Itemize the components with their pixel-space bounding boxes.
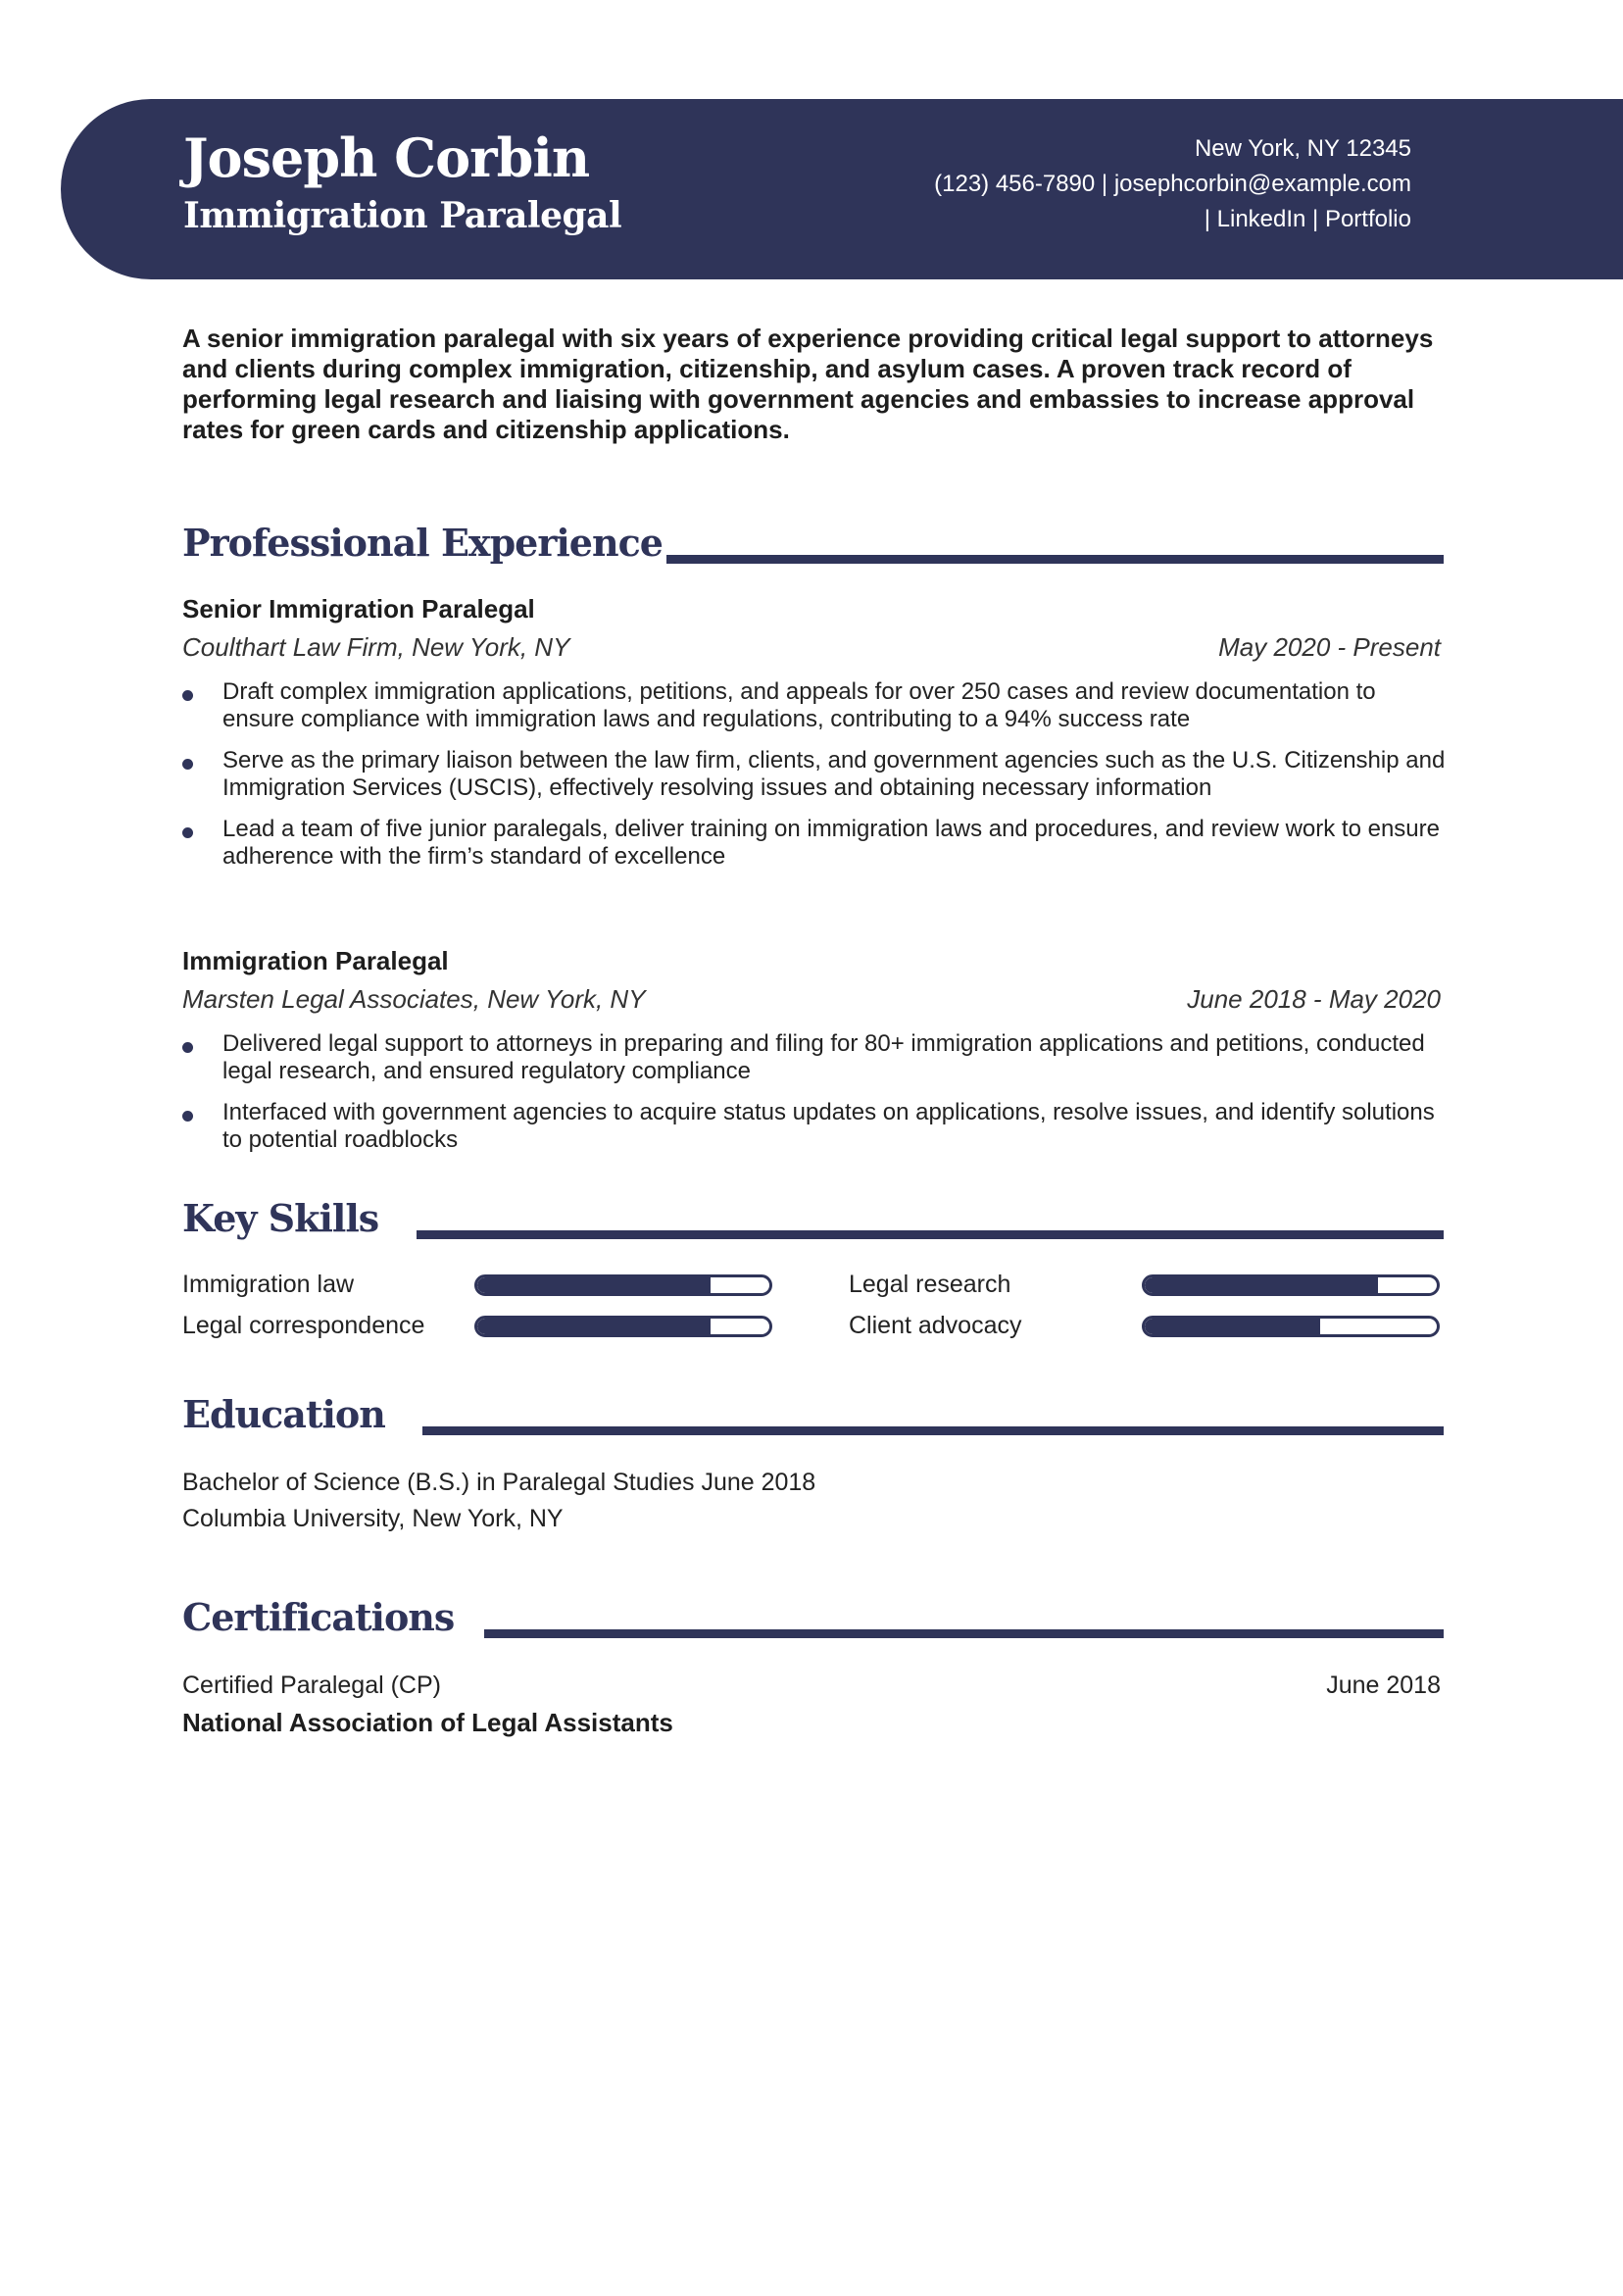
- candidate-name: Joseph Corbin: [183, 126, 590, 189]
- skill-meter-fill: [1145, 1319, 1320, 1334]
- skill-meter-fill: [477, 1319, 711, 1334]
- professional-summary: A senior immigration paralegal with six years of experience providing critical legal support to attorneys and clients during complex immigration, citizenship, and asylum cases. A proven track record of performing legal research and liaising with government agencies and embassies to increase approval rates for green cards and citizenship applications.: [182, 324, 1434, 444]
- skill-meter-fill: [477, 1277, 711, 1293]
- skill-meter: [1142, 1274, 1440, 1296]
- job-bullets: [182, 678, 1447, 884]
- certification-date: June 2018: [1326, 1672, 1441, 1699]
- header-banner: [61, 99, 1623, 279]
- skill-label: Immigration law: [182, 1271, 355, 1298]
- list-item: Lead a team of five junior paralegals, deliver training on immigration laws and procedures, and review work to ensure adherence with the firm’s standard of excellence: [182, 816, 1447, 871]
- skill-label: Legal research: [849, 1271, 1011, 1298]
- candidate-title: Immigration Paralegal: [183, 195, 622, 236]
- skills-heading: Key Skills: [182, 1196, 379, 1240]
- location: New York, NY 12345: [1194, 135, 1411, 162]
- certification-name: Certified Paralegal (CP): [182, 1672, 441, 1699]
- education-divider: [422, 1426, 1444, 1435]
- list-item: Draft complex immigration applications, petitions, and appeals for over 250 cases and review documentation to ensure compliance with immigration laws and regulations, contributing to a 94% success rate: [182, 678, 1447, 733]
- profile-links[interactable]: | LinkedIn | Portfolio: [1204, 206, 1411, 232]
- certification-issuer: National Association of Legal Assistants: [182, 1708, 673, 1737]
- phone-email[interactable]: (123) 456-7890 | josephcorbin@example.com: [934, 171, 1411, 197]
- job-company: Coulthart Law Firm, New York, NY: [182, 632, 570, 662]
- job-dates: June 2018 - May 2020: [1187, 984, 1441, 1014]
- experience-divider: [666, 555, 1444, 564]
- certifications-divider: [484, 1629, 1444, 1638]
- skill-meter: [474, 1316, 772, 1337]
- bullet-icon: [182, 1042, 193, 1053]
- skill-label: Legal correspondence: [182, 1312, 425, 1339]
- school-line: Columbia University, New York, NY: [182, 1505, 564, 1532]
- bullet-icon: [182, 759, 193, 770]
- job-company: Marsten Legal Associates, New York, NY: [182, 984, 646, 1014]
- bullet-icon: [182, 1111, 193, 1122]
- bullet-icon: [182, 690, 193, 701]
- skill-meter-fill: [1145, 1277, 1378, 1293]
- job-title: Immigration Paralegal: [182, 946, 449, 975]
- skill-label: Client advocacy: [849, 1312, 1022, 1339]
- experience-heading: Professional Experience: [182, 521, 663, 565]
- contact-block: [934, 131, 1411, 237]
- list-item: Interfaced with government agencies to acquire status updates on applications, resolve issues, and identify solutions to potential roadblocks: [182, 1099, 1447, 1154]
- list-item: Serve as the primary liaison between the law firm, clients, and government agencies such as the U.S. Citizenship and Immigration Services (USCIS), effectively resolving issues and obtaining necessary information: [182, 747, 1447, 802]
- bullet-icon: [182, 827, 193, 838]
- certifications-heading: Certifications: [182, 1595, 455, 1639]
- skill-meter: [1142, 1316, 1440, 1337]
- degree-line: Bachelor of Science (B.S.) in Paralegal Studies June 2018: [182, 1469, 816, 1496]
- education-heading: Education: [182, 1392, 385, 1436]
- skill-meter: [474, 1274, 772, 1296]
- job-bullets: [182, 1030, 1447, 1168]
- job-dates: May 2020 - Present: [1218, 632, 1441, 662]
- list-item: Delivered legal support to attorneys in preparing and filing for 80+ immigration applications and petitions, conducted legal research, and ensured regulatory compliance: [182, 1030, 1447, 1085]
- skills-divider: [417, 1230, 1444, 1239]
- job-title: Senior Immigration Paralegal: [182, 594, 535, 624]
